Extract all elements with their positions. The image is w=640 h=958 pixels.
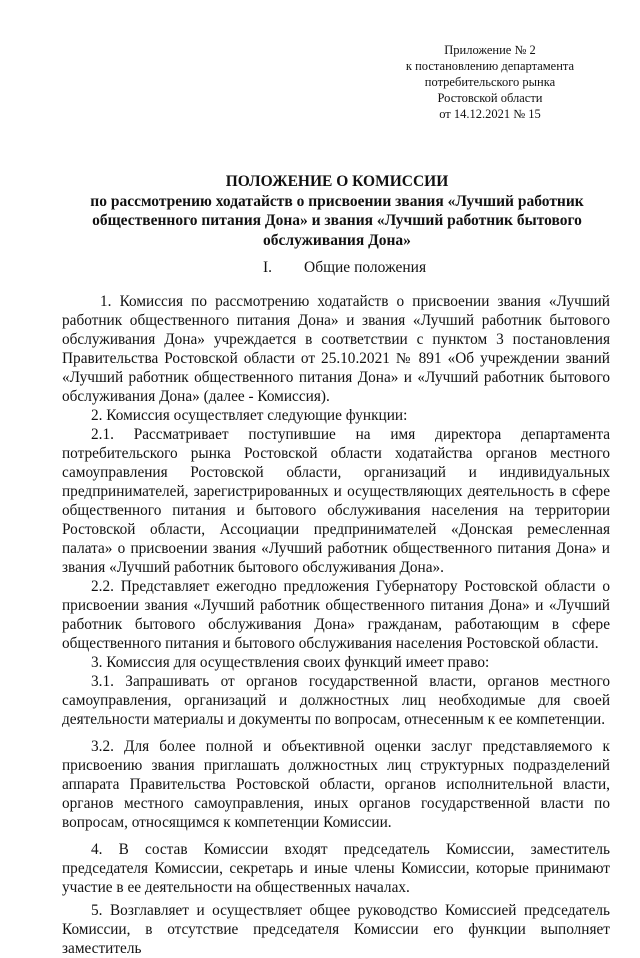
appendix-line: к постановлению департамента [405, 59, 575, 73]
section-number: I. [263, 259, 273, 276]
appendix-block [370, 42, 610, 122]
paragraph: 2. Комиссия осуществляет следующие функции: [91, 407, 408, 424]
paragraph: 2.2. Представляет ежегодно предложения Губернатору Ростовской области о присвоении звания «Лучший работник общественного питания Дона» и «Лучший работник бытового обслуживания Дона» гражданам, работающим в сфере общественного питания и бытового обслуживания населения Ростовской области. [62, 578, 610, 652]
appendix-line: Ростовской области [437, 91, 543, 105]
title-line: по рассмотрению ходатайств о присвоении звания «Лучший работник [90, 192, 584, 210]
document-title [66, 172, 608, 250]
title-line: общественного питания Дона» и звания «Лучший работник бытового [92, 212, 582, 229]
paragraph: 3. Комиссия для осуществления своих функций имеет право: [91, 654, 490, 671]
title-line: ПОЛОЖЕНИЕ О КОМИССИИ [225, 173, 449, 190]
appendix-line: потребительского рынка [424, 75, 556, 89]
paragraph: 1. Комиссия по рассмотрению ходатайств о присвоении звания «Лучший работник общественного питания Дона» и звания «Лучший работник бытового обслуживания Дона» учреждается в соответствии с пунктом 3 постановления Правительства Ростовской области от 25.10.2021 № 891 «Об учреждении званий «Лучший работник общественного питания Дона» и «Лучший работник бытового обслуживания Дона» (далее - Комиссия). [62, 293, 610, 405]
title-line: обслуживания Дона» [263, 231, 411, 249]
paragraph: 2.1. Рассматривает поступившие на имя директора департамента потребительского рынка Ростовской области ходатайства органов местного самоуправления Ростовской области, организаций и индивидуальных предпринимателей, зарегистрированных и осуществляющих деятельность в сфере общественного питания и бытового обслуживания населения на территории Ростовской области, Ассоциации предпринимателей «Донская ремесленная палата» о присвоении звания «Лучший работник общественного питания Дона» и звания «Лучший работник бытового обслуживания Дона». [62, 426, 610, 576]
paragraph: 3.1. Запрашивать от органов государственной власти, органов местного самоуправления, организаций и должностных лиц необходимые для своей деятельности материалы и документы по вопросам, отнесенным к ее компетенции. [62, 673, 610, 728]
section-title: Общие положения [304, 259, 427, 276]
paragraph: 5. Возглавляет и осуществляет общее руководство Комиссией председатель Комиссии, в отсутствие председателя Комиссии его функции выполняет заместитель [62, 902, 610, 957]
appendix-line: Приложение № 2 [444, 43, 536, 57]
appendix-line: от 14.12.2021 № 15 [439, 107, 541, 121]
paragraph: 3.2. Для более полной и объективной оценки заслуг представляемого к присвоению звания приглашать должностных лиц структурных подразделений аппарата Правительства Ростовской области, органов исполнительной власти, органов местного самоуправления, иных органов государственной власти по вопросам, относящимся к компетенции Комиссии. [62, 738, 610, 831]
paragraph: 4. В состав Комиссии входят председатель Комиссии, заместитель председателя Комиссии, секретарь и иные члены Комиссии, которые принимают участие в ее деятельности на общественных началах. [62, 841, 610, 896]
document-body [62, 292, 610, 958]
